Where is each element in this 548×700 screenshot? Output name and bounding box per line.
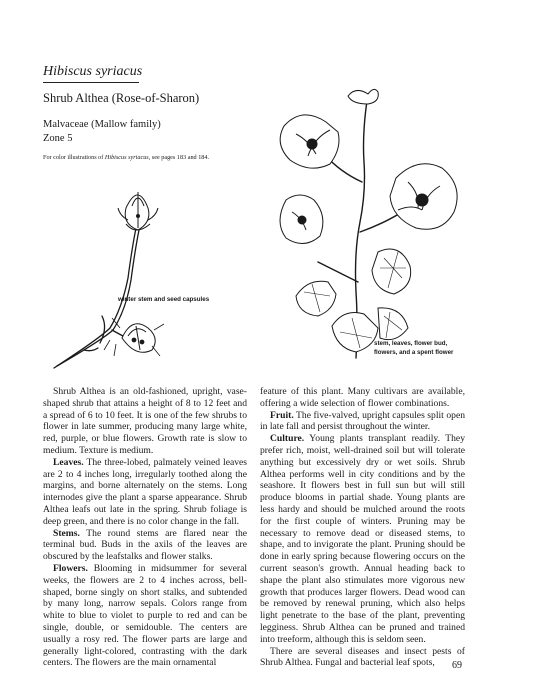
title-rule bbox=[43, 82, 139, 83]
winter-stem-illustration bbox=[40, 178, 190, 378]
text-column-right bbox=[260, 386, 465, 669]
stems-paragraph: Stems. The round stems are flared near the terminal bud. Buds in the axils of the leaves are obscured by the leafstalks and flower stalks. bbox=[43, 527, 247, 563]
right-illustration-caption: stem, leaves, flower bud, flowers, and a spent flower bbox=[374, 340, 454, 356]
flowers-paragraph-continued: feature of this plant. Many cultivars are available, offering a wide selection of flower combinations. bbox=[260, 386, 465, 409]
species-title: Hibiscus syriacus bbox=[43, 64, 143, 79]
left-illustration-caption: winter stem and seed capsules bbox=[118, 296, 210, 303]
intro-paragraph: Shrub Althea is an old-fashioned, upright, vase-shaped shrub that attains a height of 8 to 12 feet and a spread of 6 to 10 feet. It is one of the few shrubs to flower in late summer, producing many large white, red, purple, or blue flowers. Growth rate is slow to medium. Texture is medium. bbox=[43, 386, 247, 456]
note-species: Hibiscus syriacus bbox=[104, 154, 149, 161]
leaves-paragraph: Leaves. The three-lobed, palmately veined leaves are 2 to 4 inches long, irregularly toothed along the margins, and borne alternately on the stems. Long internodes give the plant a sparse appearance. Shrub Althea leafs out late in the spring. Shrub foliage is deep green, and there is no color change in the fall. bbox=[43, 456, 247, 527]
common-name: Shrub Althea (Rose-of-Sharon) bbox=[43, 91, 200, 105]
pests-paragraph: There are several diseases and insect pests of Shrub Althea. Fungal and bacterial leaf spots, bbox=[260, 645, 465, 669]
text-column-left bbox=[43, 386, 247, 669]
flowering-stem-illustration bbox=[268, 82, 468, 367]
plant-family: Malvaceae (Mallow family) bbox=[43, 119, 161, 130]
color-illustration-note: For color illustrations of Hibiscus syriacus, see pages 183 and 184. bbox=[43, 154, 210, 161]
hardiness-zone: Zone 5 bbox=[43, 133, 73, 144]
flowers-paragraph: Flowers. Blooming in midsummer for several weeks, the flowers are 2 to 4 inches across, bell-shaped, borne singly on short stalks, and subtended by many long, narrow sepals. Colors range from white to blue to violet to purple to red and can be single, double, or semidouble. The centers are usually a rosy red. The flower parts are large and generally light-colored, contrasting with the dark centers. The flowers are the main ornamental bbox=[43, 562, 247, 669]
fruit-paragraph: Fruit. The five-valved, upright capsules split open in late fall and persist throughout the winter. bbox=[260, 409, 465, 433]
culture-paragraph: Culture. Young plants transplant readily. They prefer rich, moist, well-drained soil but will tolerate anything but excessively dry or wet soils. Shrub Althea performs well in city conditions and by the seashore. It flowers best in full sun but will still produce blooms in partial shade. Young plants are less hardy and should be mulched around the roots for the first couple of winters. Pruning may be necessary to remove dead or diseased stems, to shape, and to invigorate the plant. Pruning should be done in early spring because flowering occurs on the current season's growth. Annual heading back to shape the plant also stimulates more vigorous new growth that produces larger flowers. Dead wood can be removed by renewal pruning, which also helps light penetrate to the base of the plant, preventing legginess. Shrub Althea can be pruned and trained into treeform, although this is seldom seen. bbox=[260, 433, 465, 645]
page-number: 69 bbox=[452, 660, 462, 671]
